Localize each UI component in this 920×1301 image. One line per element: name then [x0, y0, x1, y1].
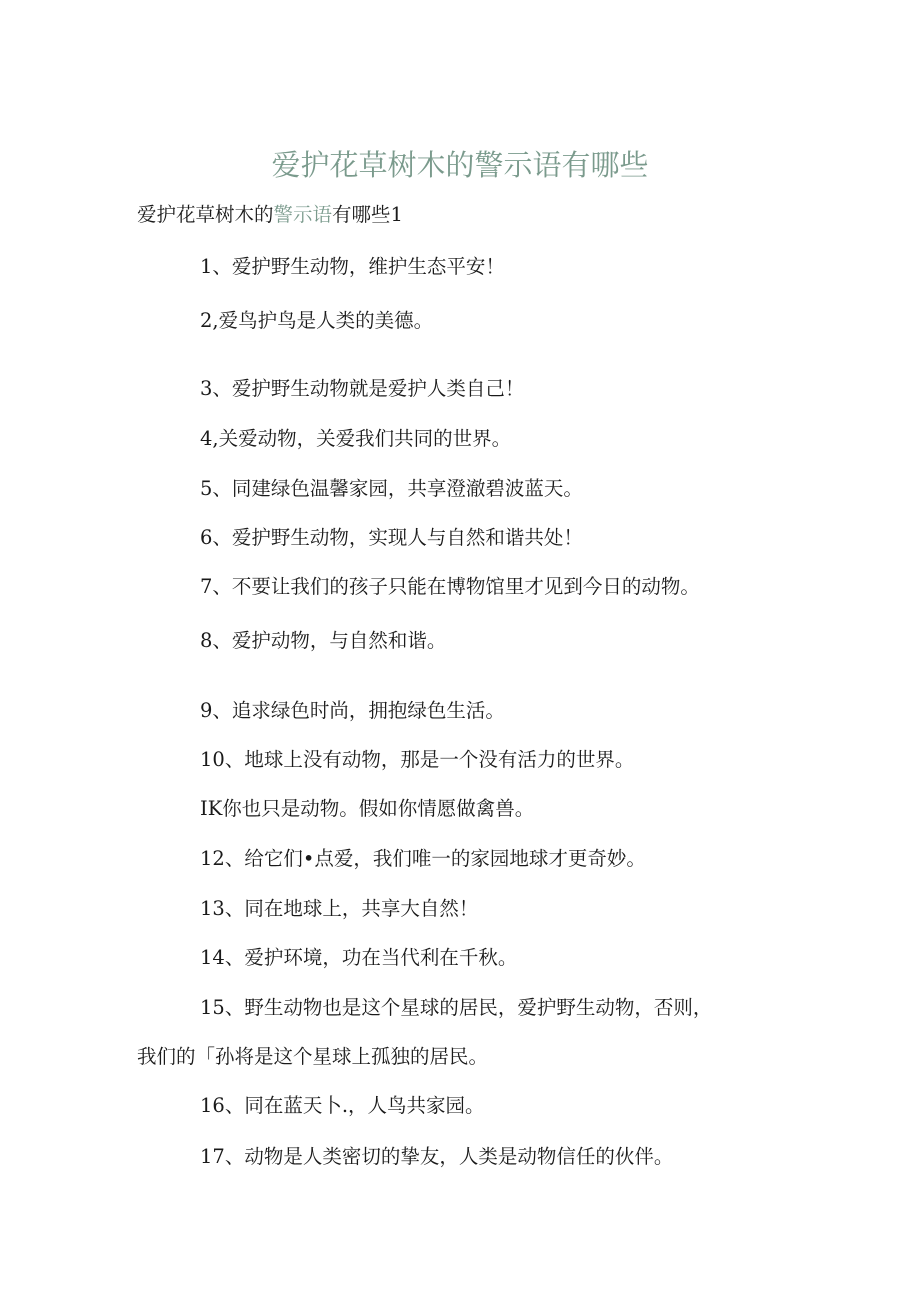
slogan-line-5: 5、同建绿色温馨家园，共享澄澈碧波蓝天。	[200, 477, 583, 500]
subtitle-part-1: 爱护花草树木的	[137, 203, 274, 226]
slogan-line-3: 3、爱护野生动物就是爱护人类自己！	[200, 377, 525, 400]
slogan-line-8: 8、爱护动物，与自然和谐。	[200, 629, 447, 652]
slogan-line-2: 2,爱鸟护鸟是人类的美德。	[200, 309, 434, 332]
slogan-line-1: 1、爱护野生动物，维护生态平安！	[200, 255, 505, 278]
slogan-line-10: 10、地球上没有动物，那是一个没有活力的世界。	[200, 748, 635, 771]
slogan-line-9: 9、追求绿色时尚，拥抱绿色生活。	[200, 699, 505, 722]
slogan-line-12: 12、给它们•点爱，我们唯一的家园地球才更奇妙。	[200, 847, 646, 870]
slogan-line-4: 4,关爱动物，关爱我们共同的世界。	[200, 427, 512, 450]
slogan-line-14: 14、爱护环境，功在当代利在千秋。	[200, 946, 518, 969]
slogan-line-7: 7、不要让我们的孩子只能在博物馆里才见到今日的动物。	[200, 575, 700, 598]
subtitle-part-3: 有哪些1	[332, 203, 403, 226]
slogan-line-13: 13、同在地球上，共享大自然！	[200, 897, 479, 920]
slogan-line-15-continued: 我们的「孙将是这个星球上孤独的居民。	[137, 1045, 489, 1068]
slogan-line-6: 6、爱护野生动物，实现人与自然和谐共处！	[200, 526, 583, 549]
slogan-line-15: 15、野生动物也是这个星球的居民，爱护野生动物，否则，	[200, 996, 713, 1019]
document-subtitle	[137, 199, 403, 231]
subtitle-part-2: 警示语	[273, 203, 333, 226]
slogan-line-16: 16、同在蓝天卜.，人鸟共家园。	[200, 1094, 485, 1117]
slogan-line-17: 17、动物是人类密切的挚友，人类是动物信任的伙伴。	[200, 1145, 674, 1168]
slogan-line-11: IK你也只是动物。假如你情愿做禽兽。	[200, 797, 535, 820]
document-title: 爱护花草树木的警示语有哪些	[271, 148, 649, 182]
